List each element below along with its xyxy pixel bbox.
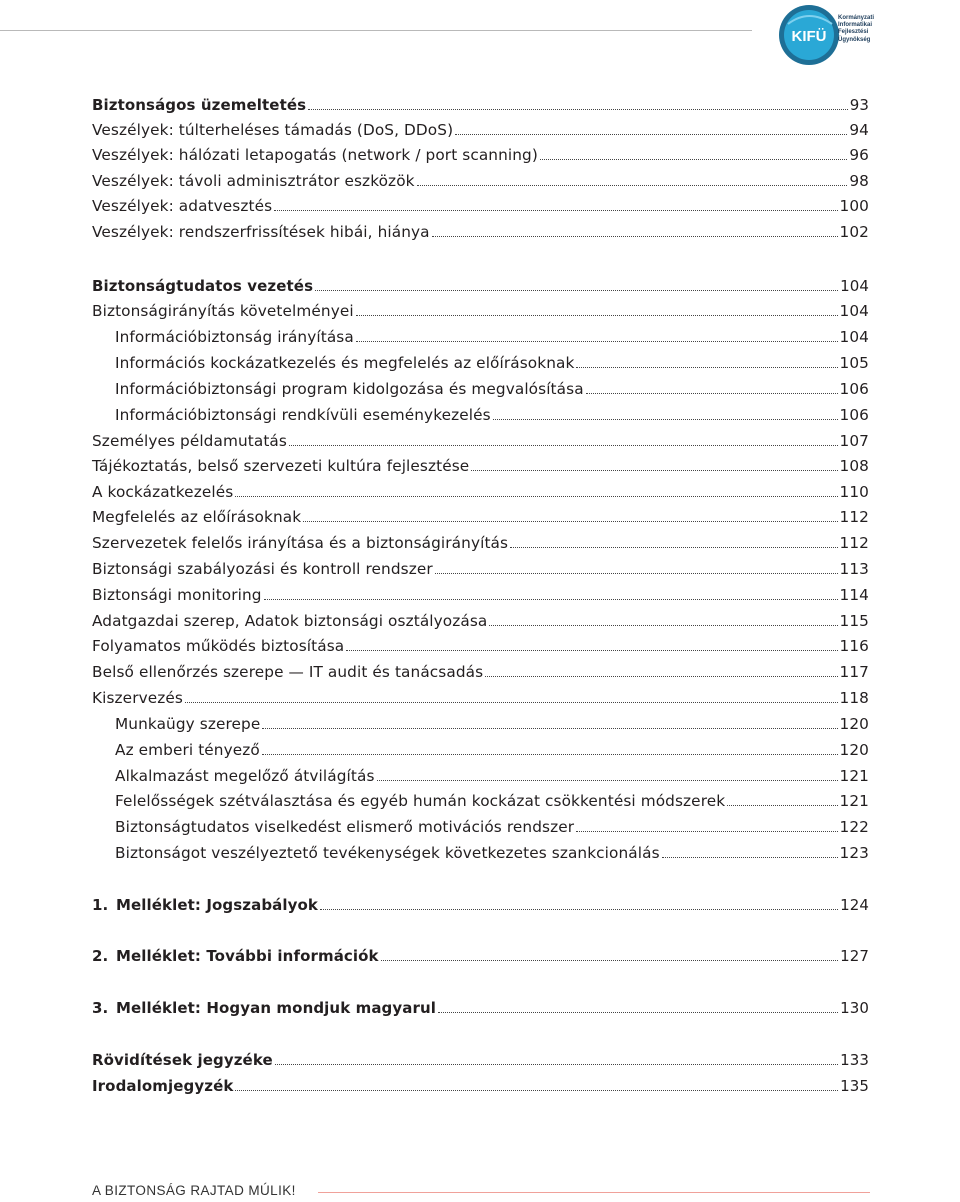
toc-entry[interactable] [92,93,869,117]
toc-dot-leader [510,546,837,548]
toc-dot-leader [576,366,837,368]
toc-entry-number: 3. [92,999,109,1017]
toc-entry[interactable] [92,660,869,684]
toc-entry-title: Veszélyek: távoli adminisztrátor eszközök [92,172,415,190]
toc-dot-leader [262,727,837,729]
toc-entry-page: 110 [839,483,869,501]
toc-entry-title: Munkaügy szerepe [115,715,261,733]
toc-entry-page: 118 [839,689,869,707]
logo-line: Informatikai [838,22,873,29]
toc-entry-page: 105 [839,354,869,372]
toc-dot-leader [264,598,838,600]
toc-entry-title: Biztonsági monitoring [92,586,262,604]
toc-dot-leader [727,804,837,806]
toc-dot-leader [432,235,838,237]
toc-dot-leader [540,158,847,160]
toc-entry[interactable] [92,789,869,813]
toc-dot-leader [493,418,838,420]
toc-entry-page: 106 [839,406,869,424]
toc-entry[interactable] [92,712,869,736]
toc-entry[interactable] [92,531,869,555]
toc-entry-page: 94 [849,121,869,139]
toc-entry[interactable] [92,609,869,633]
toc-entry-page: 104 [840,277,869,295]
toc-entry-page: 135 [840,1077,869,1095]
toc-entry-title: Folyamatos működés biztosítása [92,637,345,655]
toc-entry[interactable] [92,893,869,917]
logo-text [838,15,918,44]
toc-entry-page: 127 [840,947,869,965]
toc-entry[interactable] [92,996,869,1020]
toc-entry-title: Veszélyek: túlterheléses támadás (DoS, DDoS) [92,121,454,139]
toc-dot-leader [274,209,837,211]
toc-dot-leader [485,675,837,677]
toc-entry-title: Biztonságtudatos vezetés [92,277,314,295]
toc-entry-title: Veszélyek: adatvesztés [92,197,273,215]
toc-entry-title: Az emberi tényező [115,741,260,759]
toc-entry-page: 133 [840,1051,869,1069]
kifu-logo [778,4,840,66]
toc-dot-leader [377,779,838,781]
toc-entry-page: 121 [839,767,869,785]
toc-entry-page: 102 [839,223,869,241]
logo-abbr: KIFÜ [791,28,827,45]
toc-entry[interactable] [92,118,869,142]
toc-entry-page: 123 [839,844,869,862]
toc-entry[interactable] [92,505,869,529]
toc-entry-page: 98 [849,172,869,190]
toc-entry[interactable] [92,194,869,218]
toc-dot-leader [417,184,848,186]
toc-entry[interactable] [92,351,869,375]
toc-entry[interactable] [92,686,869,710]
toc-entry[interactable] [92,634,869,658]
toc-entry-title: Megfelelés az előírásoknak [92,508,302,526]
toc-entry-page: 104 [839,328,869,346]
toc-entry-title: Információs kockázatkezelés és megfelelés az előírásoknak [115,354,575,372]
toc-entry-title: Felelősségek szétválasztása és egyéb humán kockázat csökkentési módszerek [115,792,726,810]
toc-dot-leader [356,314,838,316]
header-rule [0,30,752,31]
toc-dot-leader [356,340,838,342]
toc-dot-leader [303,520,837,522]
toc-entry[interactable] [92,403,869,427]
footer-rule [318,1192,870,1193]
toc-dot-leader [662,856,838,858]
toc-entry[interactable] [92,841,869,865]
toc-dot-leader [438,1011,838,1013]
toc-entry-title: Személyes példamutatás [92,432,287,450]
toc-entry-page: 120 [839,741,869,759]
toc-entry-title: Irodalomjegyzék [92,1077,234,1095]
toc-entry-title: Kiszervezés [92,689,183,707]
toc-entry[interactable] [92,1074,869,1098]
toc-entry[interactable] [92,454,869,478]
toc-dot-leader [308,108,848,110]
toc-entry-title: Veszélyek: rendszerfrissítések hibái, hiánya [92,223,430,241]
toc-entry-page: 93 [849,96,869,114]
toc-entry[interactable] [92,815,869,839]
toc-dot-leader [586,392,838,394]
toc-dot-leader [435,572,838,574]
logo-line: Ügynökség [838,36,871,43]
logo-line: Fejlesztési [838,29,869,36]
toc-entry[interactable] [92,738,869,762]
toc-dot-leader [576,830,837,832]
toc-entry-page: 115 [839,612,869,630]
toc-entry[interactable] [92,944,869,968]
toc-entry[interactable] [92,764,869,788]
toc-dot-leader [381,959,838,961]
toc-dot-leader [185,701,838,703]
toc-entry[interactable] [92,274,869,298]
toc-entry-page: 114 [839,586,869,604]
toc-entry-page: 116 [839,637,869,655]
toc-entry-page: 108 [839,457,869,475]
toc-dot-leader [289,444,838,446]
toc-dot-leader [275,1063,838,1065]
toc-entry[interactable] [92,480,869,504]
toc-entry-title: Alkalmazást megelőző átvilágítás [115,767,375,785]
toc-entry-title: Adatgazdai szerep, Adatok biztonsági osztályozása [92,612,488,630]
toc-entry-page: 112 [839,508,869,526]
toc-entry-title: Belső ellenőrzés szerepe — IT audit és tanácsadás [92,663,484,681]
toc-dot-leader [455,133,847,135]
toc-dot-leader [320,908,838,910]
toc-dot-leader [262,753,838,755]
logo-line: Kormányzati [838,15,875,21]
toc-entry-page: 106 [839,380,869,398]
toc-entry-page: 122 [839,818,869,836]
toc-entry-number: 2. [92,947,109,965]
toc-dot-leader [235,495,837,497]
toc-entry-title: Melléklet: Hogyan mondjuk magyarul [116,999,437,1017]
toc-entry-title: Rövidítések jegyzéke [92,1051,273,1069]
toc-dot-leader [235,1089,838,1091]
toc-entry-page: 107 [839,432,869,450]
toc-entry-page: 104 [839,302,869,320]
toc-entry[interactable] [92,143,869,167]
toc-entry-title: Melléklet: További információk [116,947,379,965]
toc-entry-title: Információbiztonsági program kidolgozása és megvalósítása [115,380,584,398]
toc-entry-page: 124 [840,896,869,914]
toc-entry-title: Szervezetek felelős irányítása és a biztonságirányítás [92,534,509,552]
toc-entry[interactable] [92,557,869,581]
toc-entry[interactable] [92,1048,869,1072]
toc-entry-page: 120 [839,715,869,733]
toc-entry[interactable] [92,583,869,607]
toc-entry[interactable] [92,220,869,244]
toc-entry[interactable] [92,377,869,401]
toc-entry-page: 113 [839,560,869,578]
toc-dot-leader [315,289,838,291]
toc-entry-title: Biztonságos üzemeltetés [92,96,307,114]
toc-entry-title: Tájékoztatás, belső szervezeti kultúra fejlesztése [92,457,470,475]
toc-entry-title: Melléklet: Jogszabályok [116,896,319,914]
toc-entry-title: Veszélyek: hálózati letapogatás (network / port scanning) [92,146,538,164]
toc-entry-page: 96 [849,146,869,164]
toc-entry-page: 130 [840,999,869,1017]
toc-dot-leader [489,624,837,626]
toc-entry-page: 117 [839,663,869,681]
toc-entry-number: 1. [92,896,109,914]
toc-entry[interactable] [92,299,869,323]
toc-entry-page: 112 [839,534,869,552]
toc-entry-title: Információbiztonság irányítása [115,328,354,346]
toc-entry[interactable] [92,325,869,349]
toc-entry[interactable] [92,169,869,193]
toc-dot-leader [471,469,837,471]
footer-slogan: A BIZTONSÁG RAJTAD MÚLIK! [92,1183,296,1198]
toc-entry-title: Biztonságtudatos viselkedést elismerő motivációs rendszer [115,818,575,836]
toc-entry-page: 121 [839,792,869,810]
toc-entry-title: Információbiztonsági rendkívüli eseménykezelés [115,406,491,424]
toc-entry[interactable] [92,429,869,453]
toc-entry-title: Biztonsági szabályozási és kontroll rendszer [92,560,433,578]
toc-entry-title: Biztonságirányítás követelményei [92,302,354,320]
toc-dot-leader [346,649,837,651]
toc-entry-title: A kockázatkezelés [92,483,234,501]
toc-entry-page: 100 [839,197,869,215]
toc-entry-title: Biztonságot veszélyeztető tevékenységek következetes szankcionálás [115,844,660,862]
